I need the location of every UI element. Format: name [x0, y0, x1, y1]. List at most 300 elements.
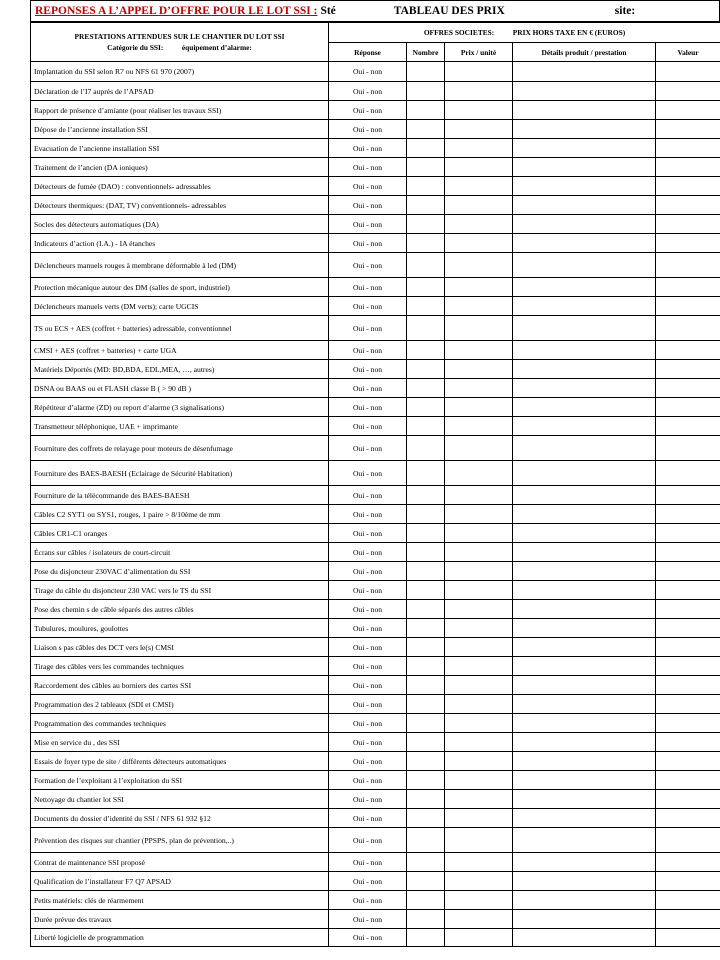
valeur-cell[interactable]	[656, 278, 720, 297]
details-cell[interactable]	[513, 177, 656, 196]
prestation-label: Traitement de l’ancien (DA ioniques)	[31, 158, 329, 177]
valeur-cell[interactable]	[656, 253, 720, 278]
table-row	[31, 82, 720, 101]
details-cell[interactable]	[513, 733, 656, 752]
details-cell[interactable]	[513, 524, 656, 543]
prix-unite-cell[interactable]	[445, 828, 513, 853]
table-row	[31, 638, 720, 657]
response-cell[interactable]: Oui - non	[329, 676, 407, 695]
prestation-label: Liberté logicielle de programmation	[31, 929, 329, 947]
nombre-cell[interactable]	[407, 62, 445, 82]
details-cell[interactable]	[513, 562, 656, 581]
nombre-cell[interactable]	[407, 790, 445, 809]
details-cell[interactable]	[513, 505, 656, 524]
prix-unite-cell[interactable]	[445, 771, 513, 790]
valeur-cell[interactable]	[656, 316, 720, 341]
table-row	[31, 316, 720, 341]
prestation-label: Déclencheurs manuels verts (DM verts); carte UGCIS	[31, 297, 329, 316]
prestation-label: Essais de foyer type de site / différents détecteurs automatiques	[31, 752, 329, 771]
prix-unite-cell[interactable]	[445, 158, 513, 177]
response-cell[interactable]: Oui - non	[329, 297, 407, 316]
details-cell[interactable]	[513, 379, 656, 398]
prix-unite-cell[interactable]	[445, 505, 513, 524]
details-cell[interactable]	[513, 929, 656, 947]
prix-unite-cell[interactable]	[445, 234, 513, 253]
response-cell[interactable]: Oui - non	[329, 619, 407, 638]
prestation-label: DSNA ou BAAS ou et FLASH classe B ( > 90 dB )	[31, 379, 329, 398]
response-cell[interactable]: Oui - non	[329, 82, 407, 101]
details-cell[interactable]	[513, 297, 656, 316]
prestation-label: Raccordement des câbles au borniers des cartes SSI	[31, 676, 329, 695]
response-cell[interactable]: Oui - non	[329, 215, 407, 234]
response-cell[interactable]: Oui - non	[329, 316, 407, 341]
prix-unite-cell[interactable]	[445, 62, 513, 82]
valeur-cell[interactable]	[656, 676, 720, 695]
details-cell[interactable]	[513, 600, 656, 619]
response-cell[interactable]: Oui - non	[329, 581, 407, 600]
valeur-cell[interactable]	[656, 809, 720, 828]
header-table-title: TABLEAU DES PRIX	[393, 5, 505, 17]
response-cell[interactable]: Oui - non	[329, 341, 407, 360]
table-row	[31, 505, 720, 524]
valeur-cell[interactable]	[656, 417, 720, 436]
prix-unite-cell[interactable]	[445, 752, 513, 771]
valeur-cell[interactable]	[656, 436, 720, 461]
nombre-cell[interactable]	[407, 215, 445, 234]
prix-unite-cell[interactable]	[445, 891, 513, 910]
response-cell[interactable]: Oui - non	[329, 461, 407, 486]
prestation-label: Écrans sur câbles / isolateurs de court-circuit	[31, 543, 329, 562]
table-row	[31, 771, 720, 790]
details-cell[interactable]	[513, 891, 656, 910]
document-header	[30, 0, 720, 22]
details-header: Détails produit / prestation	[513, 43, 656, 62]
nombre-cell[interactable]	[407, 316, 445, 341]
nombre-cell[interactable]	[407, 486, 445, 505]
nombre-cell[interactable]	[407, 120, 445, 139]
nombre-cell[interactable]	[407, 562, 445, 581]
table-row	[31, 177, 720, 196]
valeur-cell[interactable]	[656, 196, 720, 215]
response-cell[interactable]: Oui - non	[329, 714, 407, 733]
prestation-label: Prévention des risques sur chantier (PPSPS, plan de prévention,..)	[31, 828, 329, 853]
table-row	[31, 360, 720, 379]
response-cell[interactable]: Oui - non	[329, 771, 407, 790]
nombre-cell[interactable]	[407, 910, 445, 929]
details-cell[interactable]	[513, 278, 656, 297]
response-cell[interactable]: Oui - non	[329, 486, 407, 505]
valeur-cell[interactable]	[656, 82, 720, 101]
nombre-cell[interactable]	[407, 101, 445, 120]
prix-unite-cell[interactable]	[445, 657, 513, 676]
valeur-cell[interactable]	[656, 581, 720, 600]
nombre-cell[interactable]	[407, 398, 445, 417]
prestation-label: Programmation des 2 tableaux (SDI et CMSI)	[31, 695, 329, 714]
valeur-cell[interactable]	[656, 828, 720, 853]
table-row	[31, 278, 720, 297]
price-table	[30, 22, 720, 947]
details-cell[interactable]	[513, 139, 656, 158]
prestation-label: Tubulures, moulures, goulottes	[31, 619, 329, 638]
nombre-cell[interactable]	[407, 600, 445, 619]
nombre-cell[interactable]	[407, 752, 445, 771]
response-cell[interactable]: Oui - non	[329, 733, 407, 752]
valeur-cell[interactable]	[656, 929, 720, 947]
response-cell[interactable]: Oui - non	[329, 120, 407, 139]
prix-unite-cell[interactable]	[445, 853, 513, 872]
prix-unite-cell[interactable]	[445, 695, 513, 714]
valeur-cell[interactable]	[656, 771, 720, 790]
prix-unite-cell[interactable]	[445, 379, 513, 398]
valeur-cell[interactable]	[656, 234, 720, 253]
response-cell[interactable]: Oui - non	[329, 158, 407, 177]
nombre-cell[interactable]	[407, 297, 445, 316]
valeur-cell[interactable]	[656, 853, 720, 872]
valeur-cell[interactable]	[656, 101, 720, 120]
response-cell[interactable]: Oui - non	[329, 360, 407, 379]
details-cell[interactable]	[513, 234, 656, 253]
valeur-cell[interactable]	[656, 120, 720, 139]
valeur-cell[interactable]	[656, 215, 720, 234]
response-cell[interactable]: Oui - non	[329, 234, 407, 253]
nombre-cell[interactable]	[407, 417, 445, 436]
prix-unite-cell[interactable]	[445, 436, 513, 461]
valeur-cell[interactable]	[656, 524, 720, 543]
nombre-cell[interactable]	[407, 196, 445, 215]
details-cell[interactable]	[513, 695, 656, 714]
prix-unite-cell[interactable]	[445, 543, 513, 562]
response-cell[interactable]: Oui - non	[329, 505, 407, 524]
response-cell[interactable]: Oui - non	[329, 790, 407, 809]
details-cell[interactable]	[513, 253, 656, 278]
response-cell[interactable]: Oui - non	[329, 101, 407, 120]
details-cell[interactable]	[513, 82, 656, 101]
details-cell[interactable]	[513, 853, 656, 872]
prix-unite-cell[interactable]	[445, 196, 513, 215]
details-cell[interactable]	[513, 790, 656, 809]
details-cell[interactable]	[513, 676, 656, 695]
prix-unite-cell[interactable]	[445, 714, 513, 733]
table-row	[31, 910, 720, 929]
prix-unite-cell[interactable]	[445, 619, 513, 638]
valeur-cell[interactable]	[656, 891, 720, 910]
prix-unite-cell[interactable]	[445, 316, 513, 341]
table-row	[31, 891, 720, 910]
details-cell[interactable]	[513, 543, 656, 562]
nombre-cell[interactable]	[407, 543, 445, 562]
prix-unite-cell[interactable]	[445, 417, 513, 436]
response-cell[interactable]: Oui - non	[329, 417, 407, 436]
prestation-label: Programmation des commandes techniques	[31, 714, 329, 733]
valeur-cell[interactable]	[656, 297, 720, 316]
response-cell[interactable]: Oui - non	[329, 695, 407, 714]
prix-unite-cell[interactable]	[445, 177, 513, 196]
response-cell[interactable]: Oui - non	[329, 872, 407, 891]
details-cell[interactable]	[513, 461, 656, 486]
valeur-cell[interactable]	[656, 619, 720, 638]
nombre-cell[interactable]	[407, 809, 445, 828]
details-cell[interactable]	[513, 436, 656, 461]
details-cell[interactable]	[513, 398, 656, 417]
prix-unite-cell[interactable]	[445, 215, 513, 234]
prestations-header	[31, 23, 329, 62]
valeur-cell[interactable]	[656, 733, 720, 752]
response-cell[interactable]: Oui - non	[329, 139, 407, 158]
table-row	[31, 253, 720, 278]
reponse-header: Réponse	[329, 43, 407, 62]
nombre-cell[interactable]	[407, 929, 445, 947]
prix-unite-cell[interactable]	[445, 562, 513, 581]
prestation-label: Liaison s pas câbles des DCT vers le(s) CMSI	[31, 638, 329, 657]
valeur-cell[interactable]	[656, 714, 720, 733]
prix-unite-cell[interactable]	[445, 120, 513, 139]
prestation-label: Déclaration de l’I7 auprès de l’APSAD	[31, 82, 329, 101]
details-cell[interactable]	[513, 910, 656, 929]
response-cell[interactable]: Oui - non	[329, 809, 407, 828]
prix-unite-cell[interactable]	[445, 600, 513, 619]
prestations-header-line1: PRESTATIONS ATTENDUES SUR LE CHANTIER DU LOT SSI	[74, 32, 285, 41]
prestation-label: Détecteurs de fumée (DAO) : conventionnels- adressables	[31, 177, 329, 196]
prix-unite-cell[interactable]	[445, 341, 513, 360]
nombre-cell[interactable]	[407, 828, 445, 853]
prix-unite-cell[interactable]	[445, 872, 513, 891]
prix-unite-cell[interactable]	[445, 524, 513, 543]
valeur-cell[interactable]	[656, 790, 720, 809]
valeur-cell[interactable]	[656, 360, 720, 379]
nombre-cell[interactable]	[407, 234, 445, 253]
header-title: REPONSES A L’APPEL D’OFFRE POUR LE LOT SSI :	[35, 5, 318, 17]
prestation-label: Pose du disjoncteur 230VAC d’alimentation du SSI	[31, 562, 329, 581]
nombre-cell[interactable]	[407, 360, 445, 379]
prestation-label: Fourniture de la télécommande des BAES-BAESH	[31, 486, 329, 505]
nombre-cell[interactable]	[407, 253, 445, 278]
valeur-cell[interactable]	[656, 398, 720, 417]
prix-unite-cell[interactable]	[445, 733, 513, 752]
prix-unite-cell[interactable]	[445, 461, 513, 486]
table-row	[31, 196, 720, 215]
prestation-label: Socles des détecteurs automatiques (DA)	[31, 215, 329, 234]
valeur-cell[interactable]	[656, 562, 720, 581]
nombre-cell[interactable]	[407, 524, 445, 543]
details-cell[interactable]	[513, 101, 656, 120]
nombre-cell[interactable]	[407, 581, 445, 600]
response-cell[interactable]: Oui - non	[329, 657, 407, 676]
valeur-cell[interactable]	[656, 461, 720, 486]
valeur-cell[interactable]	[656, 505, 720, 524]
details-cell[interactable]	[513, 828, 656, 853]
nombre-cell[interactable]	[407, 872, 445, 891]
prix-unite-cell[interactable]	[445, 910, 513, 929]
table-row	[31, 436, 720, 461]
nombre-cell[interactable]	[407, 505, 445, 524]
prestation-label: Contrat de maintenance SSI proposé	[31, 853, 329, 872]
valeur-cell[interactable]	[656, 158, 720, 177]
response-cell[interactable]: Oui - non	[329, 543, 407, 562]
details-cell[interactable]	[513, 196, 656, 215]
response-cell[interactable]: Oui - non	[329, 828, 407, 853]
nombre-cell[interactable]	[407, 891, 445, 910]
response-cell[interactable]: Oui - non	[329, 752, 407, 771]
prix-unite-header: Prix / unité	[445, 43, 513, 62]
details-cell[interactable]	[513, 158, 656, 177]
valeur-cell[interactable]	[656, 486, 720, 505]
table-row	[31, 486, 720, 505]
response-cell[interactable]: Oui - non	[329, 253, 407, 278]
nombre-cell[interactable]	[407, 158, 445, 177]
valeur-cell[interactable]	[656, 872, 720, 891]
valeur-cell[interactable]	[656, 177, 720, 196]
table-row	[31, 714, 720, 733]
prestation-label: Répétiteur d’alarme (ZD) ou report d’alarme (3 signalisations)	[31, 398, 329, 417]
prestation-label: Evacuation de l’ancienne installation SSI	[31, 139, 329, 158]
response-cell[interactable]: Oui - non	[329, 177, 407, 196]
table-row	[31, 461, 720, 486]
prix-unite-cell[interactable]	[445, 790, 513, 809]
table-row	[31, 752, 720, 771]
response-cell[interactable]: Oui - non	[329, 562, 407, 581]
details-cell[interactable]	[513, 120, 656, 139]
table-row	[31, 828, 720, 853]
details-cell[interactable]	[513, 619, 656, 638]
prestation-label: Fourniture des coffrets de relayage pour moteurs de désenfumage	[31, 436, 329, 461]
details-cell[interactable]	[513, 771, 656, 790]
prestation-label: Fourniture des BAES-BAESH (Eclairage de Sécurité Habitation)	[31, 461, 329, 486]
header-site-label: site:	[614, 5, 636, 17]
nombre-cell[interactable]	[407, 771, 445, 790]
response-cell[interactable]: Oui - non	[329, 398, 407, 417]
details-cell[interactable]	[513, 809, 656, 828]
response-cell[interactable]: Oui - non	[329, 853, 407, 872]
prestation-label: Documents du dossier d’identité du SSI / NFS 61 932 §12	[31, 809, 329, 828]
prestation-label: Transmetteur téléphonique, UAE + imprimante	[31, 417, 329, 436]
prix-unite-cell[interactable]	[445, 398, 513, 417]
prix-unite-cell[interactable]	[445, 101, 513, 120]
response-cell[interactable]: Oui - non	[329, 929, 407, 947]
valeur-cell[interactable]	[656, 752, 720, 771]
nombre-cell[interactable]	[407, 341, 445, 360]
table-row	[31, 619, 720, 638]
nombre-cell[interactable]	[407, 695, 445, 714]
details-cell[interactable]	[513, 215, 656, 234]
prestations-header-line2: Catégorie du SSI: équipement d’alarme:	[107, 43, 252, 52]
nombre-cell[interactable]	[407, 177, 445, 196]
valeur-cell[interactable]	[656, 657, 720, 676]
nombre-cell[interactable]	[407, 638, 445, 657]
nombre-cell[interactable]	[407, 139, 445, 158]
valeur-cell[interactable]	[656, 638, 720, 657]
header-company-label: Sté	[320, 5, 336, 17]
table-row	[31, 733, 720, 752]
prix-unite-cell[interactable]	[445, 486, 513, 505]
prestation-label: Indicateurs d’action (I.A.) - IA étanches	[31, 234, 329, 253]
nombre-cell[interactable]	[407, 714, 445, 733]
nombre-cell[interactable]	[407, 82, 445, 101]
details-cell[interactable]	[513, 714, 656, 733]
prix-unite-cell[interactable]	[445, 360, 513, 379]
valeur-cell[interactable]	[656, 910, 720, 929]
details-cell[interactable]	[513, 581, 656, 600]
nombre-cell[interactable]	[407, 619, 445, 638]
prix-unite-cell[interactable]	[445, 581, 513, 600]
details-cell[interactable]	[513, 872, 656, 891]
table-row	[31, 417, 720, 436]
table-row	[31, 101, 720, 120]
nombre-cell[interactable]	[407, 657, 445, 676]
prix-unite-cell[interactable]	[445, 929, 513, 947]
prestation-label: Rapport de présence d’amiante (pour réaliser les travaux SSI)	[31, 101, 329, 120]
table-row	[31, 341, 720, 360]
prix-unite-cell[interactable]	[445, 638, 513, 657]
prix-unite-cell[interactable]	[445, 139, 513, 158]
details-cell[interactable]	[513, 657, 656, 676]
prix-unite-cell[interactable]	[445, 278, 513, 297]
response-cell[interactable]: Oui - non	[329, 638, 407, 657]
details-cell[interactable]	[513, 486, 656, 505]
valeur-cell[interactable]	[656, 600, 720, 619]
details-cell[interactable]	[513, 638, 656, 657]
table-row	[31, 562, 720, 581]
valeur-cell[interactable]	[656, 543, 720, 562]
table-row	[31, 120, 720, 139]
valeur-cell[interactable]	[656, 139, 720, 158]
response-cell[interactable]: Oui - non	[329, 62, 407, 82]
table-row	[31, 524, 720, 543]
response-cell[interactable]: Oui - non	[329, 196, 407, 215]
valeur-cell[interactable]	[656, 695, 720, 714]
response-cell[interactable]: Oui - non	[329, 278, 407, 297]
valeur-cell[interactable]	[656, 62, 720, 82]
valeur-cell[interactable]	[656, 379, 720, 398]
nombre-cell[interactable]	[407, 436, 445, 461]
details-cell[interactable]	[513, 316, 656, 341]
response-cell[interactable]: Oui - non	[329, 379, 407, 398]
response-cell[interactable]: Oui - non	[329, 600, 407, 619]
nombre-cell[interactable]	[407, 379, 445, 398]
response-cell[interactable]: Oui - non	[329, 524, 407, 543]
prix-unite-cell[interactable]	[445, 82, 513, 101]
prix-unite-cell[interactable]	[445, 809, 513, 828]
prix-unite-cell[interactable]	[445, 676, 513, 695]
table-row	[31, 158, 720, 177]
response-cell[interactable]: Oui - non	[329, 891, 407, 910]
response-cell[interactable]: Oui - non	[329, 910, 407, 929]
table-row	[31, 62, 720, 82]
details-cell[interactable]	[513, 341, 656, 360]
nombre-cell[interactable]	[407, 461, 445, 486]
table-row	[31, 872, 720, 891]
details-cell[interactable]	[513, 360, 656, 379]
table-row	[31, 600, 720, 619]
prestation-label: CMSI + AES (coffret + batteries) + carte UGA	[31, 341, 329, 360]
prestation-label: Implantation du SSI selon R7 ou NFS 61 970 (2007)	[31, 62, 329, 82]
prestation-label: Dépose de l’ancienne installation SSI	[31, 120, 329, 139]
valeur-cell[interactable]	[656, 341, 720, 360]
nombre-cell[interactable]	[407, 733, 445, 752]
nombre-cell[interactable]	[407, 853, 445, 872]
details-cell[interactable]	[513, 62, 656, 82]
nombre-cell[interactable]	[407, 278, 445, 297]
prix-unite-cell[interactable]	[445, 253, 513, 278]
prix-unite-cell[interactable]	[445, 297, 513, 316]
details-cell[interactable]	[513, 752, 656, 771]
table-row	[31, 657, 720, 676]
nombre-header: Nombre	[407, 43, 445, 62]
nombre-cell[interactable]	[407, 676, 445, 695]
details-cell[interactable]	[513, 417, 656, 436]
prestation-label: Matériels Déportés (MD: BD,BDA, EDL,MEA, …, autres)	[31, 360, 329, 379]
response-cell[interactable]: Oui - non	[329, 436, 407, 461]
table-row	[31, 809, 720, 828]
